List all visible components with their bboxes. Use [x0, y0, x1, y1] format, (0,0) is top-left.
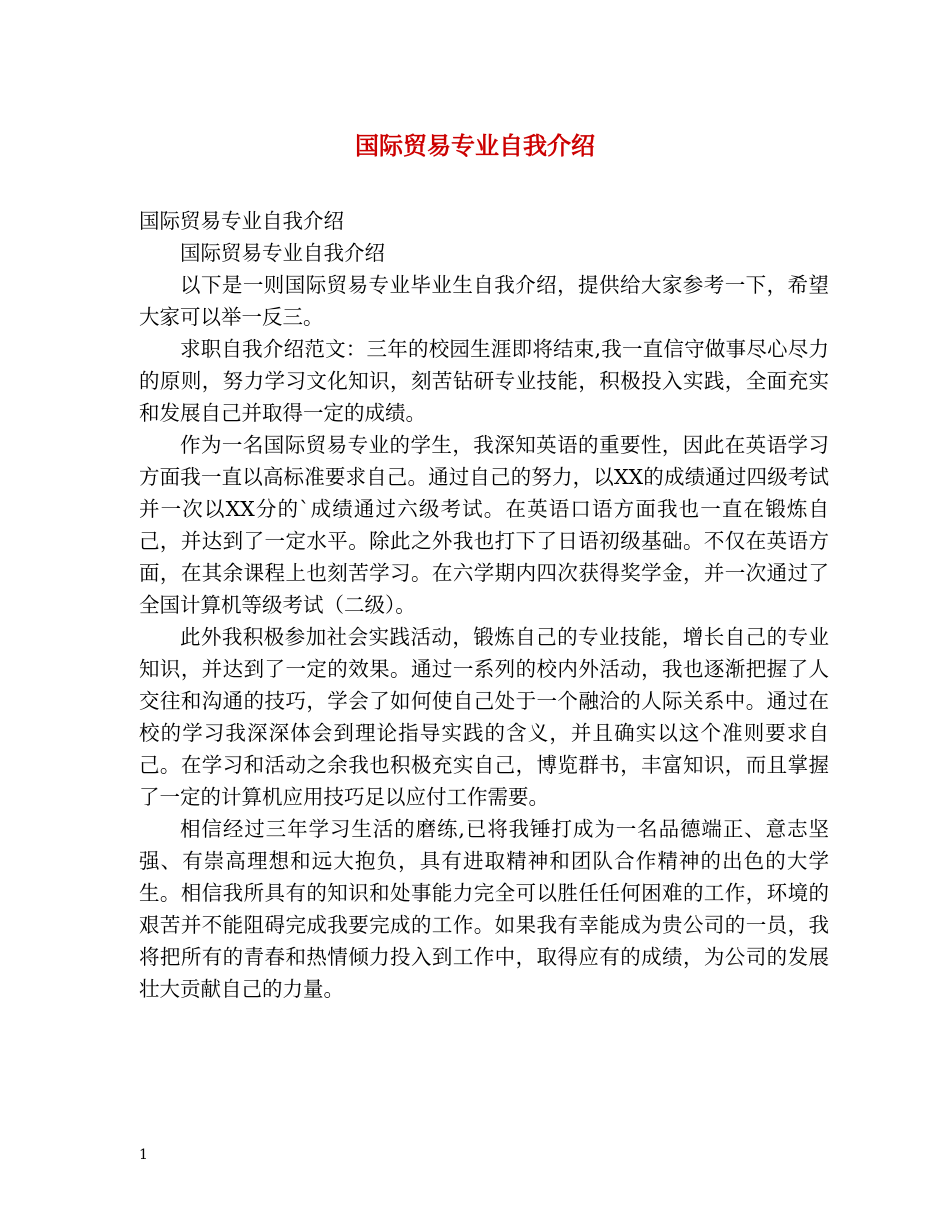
document-body — [139, 237, 829, 1005]
page-number: 1 — [139, 1147, 148, 1163]
paragraph: 求职自我介绍范文：三年的校园生涯即将结束,我一直信守做事尽心尽力的原则，努力学习文化知识，刻苦钻研专业技能，积极投入实践，全面充实和发展自己并取得一定的成绩。 — [139, 337, 829, 425]
document-title: 国际贸易专业自我介绍 — [355, 131, 595, 160]
paragraph: 作为一名国际贸易专业的学生，我深知英语的重要性，因此在英语学习方面我一直以高标准要求自己。通过自己的努力，以XX的成绩通过四级考试并一次以XX分的`成绩通过六级考试。在英语口语方面我也一直在锻炼自己，并达到了一定水平。除此之外我也打下了日语初级基础。不仅在英语方面，在其余课程上也刻苦学习。在六学期内四次获得奖学金，并一次通过了全国计算机等级考试（二级）。 — [139, 433, 829, 617]
document-heading: 国际贸易专业自我介绍 — [139, 209, 344, 233]
paragraph: 国际贸易专业自我介绍 — [180, 241, 385, 265]
paragraph: 以下是一则国际贸易专业毕业生自我介绍，提供给大家参考一下，希望大家可以举一反三。 — [139, 273, 829, 329]
paragraph: 相信经过三年学习生活的磨练,已将我锤打成为一名品德端正、意志坚强、有崇高理想和远大抱负，具有进取精神和团队合作精神的出色的大学生。相信我所具有的知识和处事能力完全可以胜任任何困难的工作，环境的艰苦并不能阻碍完成我要完成的工作。如果我有幸能成为贵公司的一员，我将把所有的青春和热情倾力投入到工作中，取得应有的成绩，为公司的发展壮大贡献自己的力量。 — [139, 817, 829, 1001]
paragraph: 此外我积极参加社会实践活动，锻炼自己的专业技能，增长自己的专业知识，并达到了一定的效果。通过一系列的校内外活动，我也逐渐把握了人交往和沟通的技巧，学会了如何使自己处于一个融洽的人际关系中。通过在校的学习我深深体会到理论指导实践的含义，并且确实以这个准则要求自己。在学习和活动之余我也积极充实自己，博览群书，丰富知识，而且掌握了一定的计算机应用技巧足以应付工作需要。 — [139, 625, 829, 809]
